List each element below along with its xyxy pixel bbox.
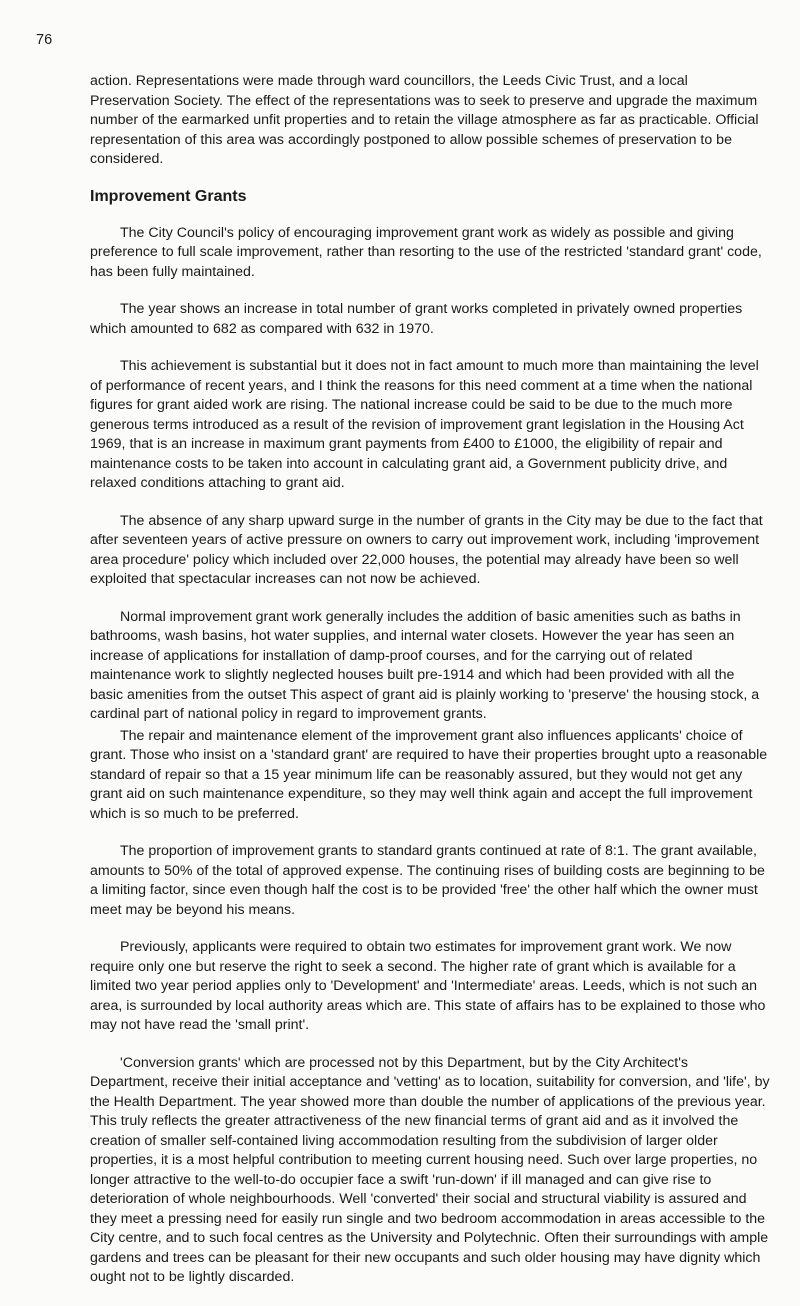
paragraph-repair-element: The repair and maintenance element of the improvement grant also influences applicants' choice of grant. Those who insist on a 'standard grant' are required to have their properties brought upto a reasonable standard of repair so that a 15 year minimum life can be reasonably assured, but they would not get any grant aid on such maintenance expenditure, so they may well think again and accept the full improvement which is so much to be preferred. [90, 727, 768, 822]
paragraph-absence-of-surge: The absence of any sharp upward surge in the number of grants in the City may be due to the fact that after seventeen years of active pressure on owners to carry out improvement work, including 'improvement area procedure' policy which included over 22,000 houses, the potential may already have been so well exploited that spectacular increases can not now be achieved. [90, 512, 763, 587]
paragraph-achievement: This achievement is substantial but it does not in fact amount to much more than maintaining the level of performance of recent years, and I think the reasons for this need comment at a time when the national figures for grant aided work are rising. The national increase could be said to be due to the much more generous terms introduced as a result of the revision of improvement grant legislation in the Housing Act 1969, that is an increase in maximum grant payments from £400 to £1000, the eligibility of repair and maintenance costs to be taken into account in calculating grant aid, a Government publicity drive, and relaxed conditions attaching to grant aid. [90, 358, 759, 491]
section-heading: Improvement Grants [90, 187, 247, 205]
paragraph-estimates: Previously, applicants were required to obtain two estimates for improvement grant work. We now require only one but reserve the right to seek a second. The higher rate of grant which is available for a limited two year period applies only to 'Development' and 'Intermediate' areas. Leeds, which is not such an area, is surrounded by local authority areas which are. This state of affairs has to be explained to those who may not have read the 'small print'. [90, 939, 766, 1033]
paragraph-conversion-grants: 'Conversion grants' which are processed not by this Department, but by the City Architect's Department, receive their initial acceptance and 'vetting' as to location, suitability for conversion, and 'life', by the Health Department. The year showed more than double the number of applications of the previous year. This truly reflects the greater attractiveness of the new financial terms of grant aid and as it involved the creation of smaller self-contained living accommodation resulting from the subdivision of larger older properties, it is a most helpful contribution to meeting current housing need. Such over large properties, no longer attractive to the well-to-do occupier face a swift 'run-down' if ill managed and can give rise to deterioration of whole neighbourhoods. Well 'converted' their social and structural viability is assured and they meet a pressing need for easily run single and two bedroom accommodation in areas accessible to the City centre, and to such focal centres as the University and Polytechnic. Often their surroundings with ample gardens and trees can be pleasant for their new occupants and such older housing may have dignity which ought not to be lightly discarded. [90, 1054, 770, 1285]
paragraph-normal-work: Normal improvement grant work generally includes the addition of basic amenities such as baths in bathrooms, wash basins, hot water supplies, and internal water closets. However the year has seen an increase of applications for installation of damp-proof courses, and for the carrying out of related maintenance work to slightly neglected houses built pre-1914 and which had been provided with all the basic amenities from the outset This aspect of grant aid is plainly working to 'preserve' the housing stock, a cardinal part of national policy in regard to improvement grants. [90, 608, 760, 722]
paragraph-grant-totals: The year shows an increase in total number of grant works completed in privately owned properties which amounted to 682 as compared with 632 in 1970. [90, 301, 743, 337]
page-number: 76 [36, 32, 53, 48]
paragraph-proportion: The proportion of improvement grants to standard grants continued at rate of 8:1. The grant available, amounts to 50% of the total of approved expense. The continuing rises of building costs are beginning to be a limiting factor, since even though half the cost is to be provided 'free' the other half which the owner must meet may be beyond his means. [90, 843, 765, 918]
paragraph-policy: The City Council's policy of encouraging improvement grant work as widely as possible and giving preference to full scale improvement, rather than resorting to the use of the restricted 'standard grant' code, has been fully maintained. [90, 224, 762, 280]
document-body [90, 72, 770, 1306]
paragraph-continuation: action. Representations were made through ward councillors, the Leeds Civic Trust, and a local Preservation Society. The effect of the representations was to seek to preserve and upgrade the maximum number of the earmarked unfit properties and to retain the village atmosphere as far as practicable. Official representation of this area was accordingly postponed to allow possible schemes of preservation to be considered. [90, 73, 759, 167]
